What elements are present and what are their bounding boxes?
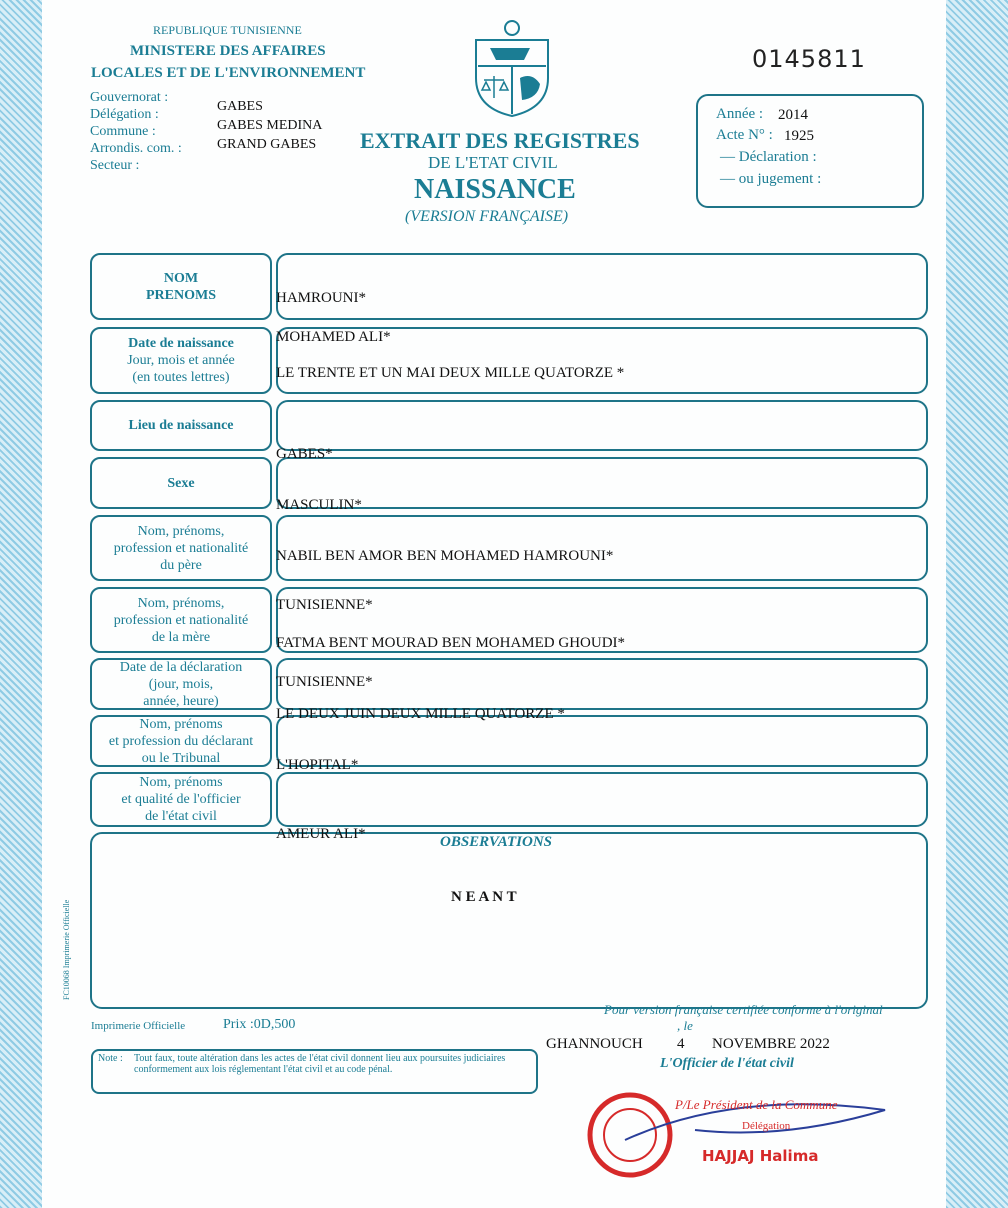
label-commune: Commune : (90, 124, 156, 139)
observations-text: N E A N T (451, 889, 517, 905)
value-pere-nationalite: TUNISIENNE* (276, 597, 373, 613)
value-prenoms: MOHAMED ALI* (276, 329, 391, 345)
serial-number: 0145811 (752, 45, 866, 73)
stamp-text: P/Le Président de la Commune (675, 1097, 838, 1112)
note-text: Tout faux, toute altération dans les actes de l'état civil donnent lieu aux poursuites judiciaires conformement aux lois réglementant l'état civil et au code pénal. (134, 1053, 506, 1075)
decorative-border-right (946, 0, 1008, 1208)
value-mere-nationalite: TUNISIENNE* (276, 674, 373, 690)
acte-label: Acte N° : (716, 127, 773, 143)
label-delegation: Délégation : (90, 107, 159, 122)
value-commune: GRAND GABES (217, 137, 317, 152)
imprimerie: Imprimerie Officielle (91, 1020, 186, 1032)
value-lieu: GABES* (276, 446, 333, 462)
title-etat-civil: DE L'ETAT CIVIL (428, 153, 558, 172)
label-sexe: Sexe (90, 457, 272, 509)
annee-value: 2014 (778, 107, 808, 123)
observations-title: OBSERVATIONS (440, 834, 552, 850)
officer-title: L'Officier de l'état civil (660, 1056, 794, 1071)
title-naissance: NAISSANCE (414, 174, 576, 205)
value-gouvernorat: GABES (217, 99, 263, 114)
label-lieu-naissance: Lieu de naissance (90, 400, 272, 451)
value-delegation: GABES MEDINA (217, 118, 323, 133)
label-gouvernorat: Gouvernorat : (90, 90, 169, 105)
stamp-sub: Délégation (742, 1120, 791, 1132)
title-extrait: EXTRAIT DES REGISTRES (360, 128, 640, 153)
place: GHANNOUCH (546, 1036, 643, 1052)
date: NOVEMBRE 2022 (712, 1036, 830, 1052)
annee-label: Année : (716, 106, 764, 122)
value-date-naissance: LE TRENTE ET UN MAI DEUX MILLE QUATORZE * (276, 365, 625, 381)
label-nom-prenoms: NOM PRENOMS (90, 253, 272, 320)
stamp-name: HAJJAJ Halima (702, 1147, 819, 1165)
label-secteur: Secteur : (90, 158, 140, 173)
label-pere: Nom, prénoms, profession et nationalité du père (90, 515, 272, 581)
value-declarant: L'HOPITAL* (276, 757, 359, 773)
label-date-declaration: Date de la déclaration (jour, mois, année, heure) (90, 658, 272, 710)
header-values (217, 97, 322, 154)
declaration-label: — Déclaration : (720, 149, 817, 165)
value-box-lieu (276, 400, 928, 451)
label-mere: Nom, prénoms, profession et nationalité de la mère (90, 587, 272, 653)
label-date-naissance: Date de naissance Jour, mois et année (en toutes lettres) (90, 327, 272, 394)
value-box-date-declaration (276, 658, 928, 710)
observations-box (90, 832, 928, 1009)
value-pere: NABIL BEN AMOR BEN MOHAMED HAMROUNI* (276, 548, 614, 564)
value-nom: HAMROUNI* (276, 290, 366, 306)
day: 4 (677, 1036, 685, 1052)
ministry-line2: LOCALES ET DE L'ENVIRONNEMENT (91, 65, 366, 81)
value-box-sexe (276, 457, 928, 509)
note-label: Note : (98, 1053, 123, 1064)
ministry-line1: MINISTERE DES AFFAIRES (130, 43, 326, 59)
label-declarant: Nom, prénoms et profession du déclarant ou le Tribunal (90, 715, 272, 767)
value-box-nom (276, 253, 928, 320)
value-box-officier (276, 772, 928, 827)
side-print: FC10068 Imprimerie Officielle (62, 899, 71, 1000)
value-date-declaration: LE DEUX JUIN DEUX MILLE QUATORZE * (276, 706, 565, 722)
header-labels (90, 89, 182, 174)
certified-text: Pour version française certifiée conforme à l'original (604, 1002, 883, 1017)
label-officier: Nom, prénoms et qualité de l'officier de l'état civil (90, 772, 272, 827)
value-officier: AMEUR ALI* (276, 826, 366, 842)
value-mere: FATMA BENT MOURAD BEN MOHAMED GHOUDI* (276, 635, 626, 651)
le-text: , le (677, 1018, 693, 1033)
decorative-border-left (0, 0, 42, 1208)
label-arrondissement: Arrondis. com. : (90, 141, 182, 156)
prix: Prix :0D,500 (223, 1017, 296, 1032)
coat-of-arms-emblem (470, 18, 554, 118)
jugement-label: — ou jugement : (720, 171, 822, 187)
value-sexe: MASCULIN* (276, 497, 362, 513)
acte-value: 1925 (784, 128, 814, 144)
title-version: (VERSION FRANÇAISE) (405, 208, 569, 225)
republic: REPUBLIQUE TUNISIENNE (153, 23, 302, 37)
